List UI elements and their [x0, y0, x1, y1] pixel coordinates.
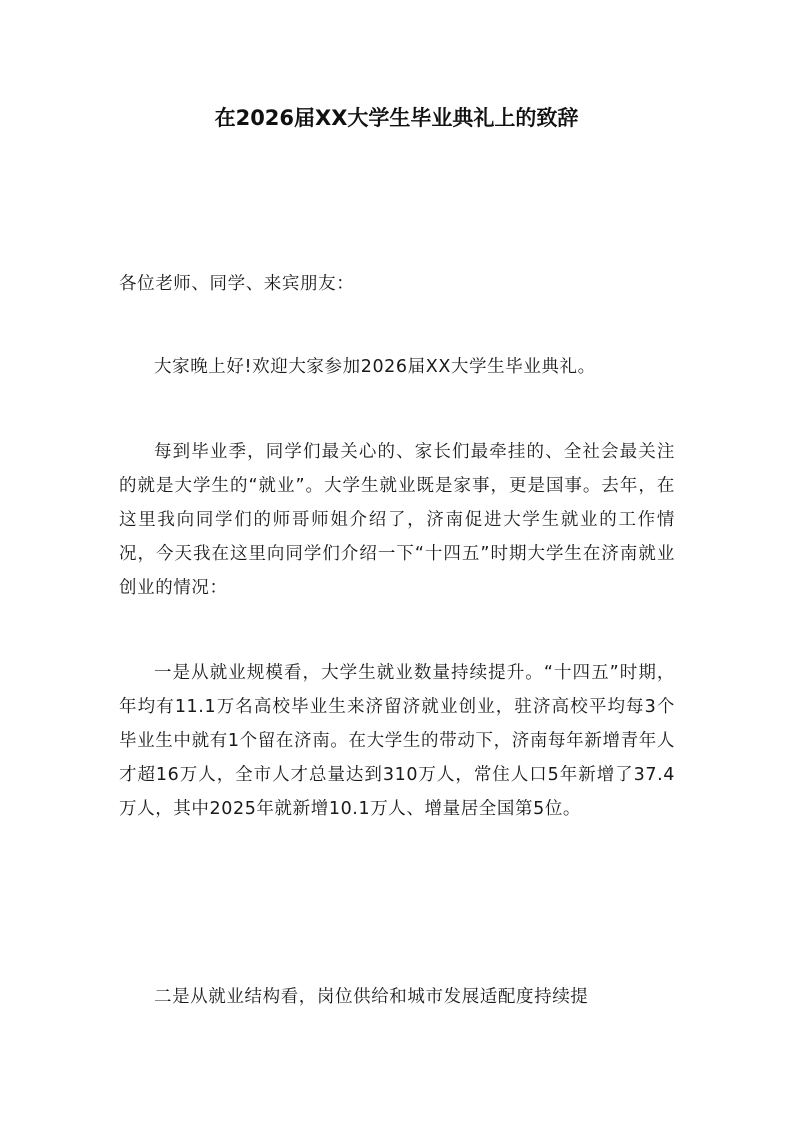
- paragraph-greeting: 大家晚上好!欢迎大家参加2026届XX大学生毕业典礼。: [154, 357, 596, 377]
- paragraph-employment-structure: 二是从就业结构看，岗位供给和城市发展适配度持续提: [154, 987, 589, 1007]
- salutation: 各位老师、同学、来宾朋友：: [119, 274, 355, 294]
- document-title: 在2026届XX大学生毕业典礼上的致辞: [214, 106, 579, 130]
- paragraph-employment-intro: 每到毕业季，同学们最关心的、家长们最牵挂的、全社会最关注的就是大学生的“就业”。大学生就业既是家事，更是国事。去年，在这里我向同学们的师哥师姐介绍了，济南促进大学生就业的工作情况，今天我在这里向同学们介绍一下“十四五”时期大学生在济南就业创业的情况：: [119, 442, 675, 598]
- paragraph-employment-scale: 一是从就业规模看，大学生就业数量持续提升。“十四五”时期，年均有11.1万名高校毕业生来济留济就业创业，驻济高校平均每3个毕业生中就有1个留在济南。在大学生的带动下，济南每年新增青年人才超16万人，全市人才总量达到310万人，常住人口5年新增了37.4万人，其中2025年就新增10.1万人、增量居全国第5位。: [119, 663, 675, 819]
